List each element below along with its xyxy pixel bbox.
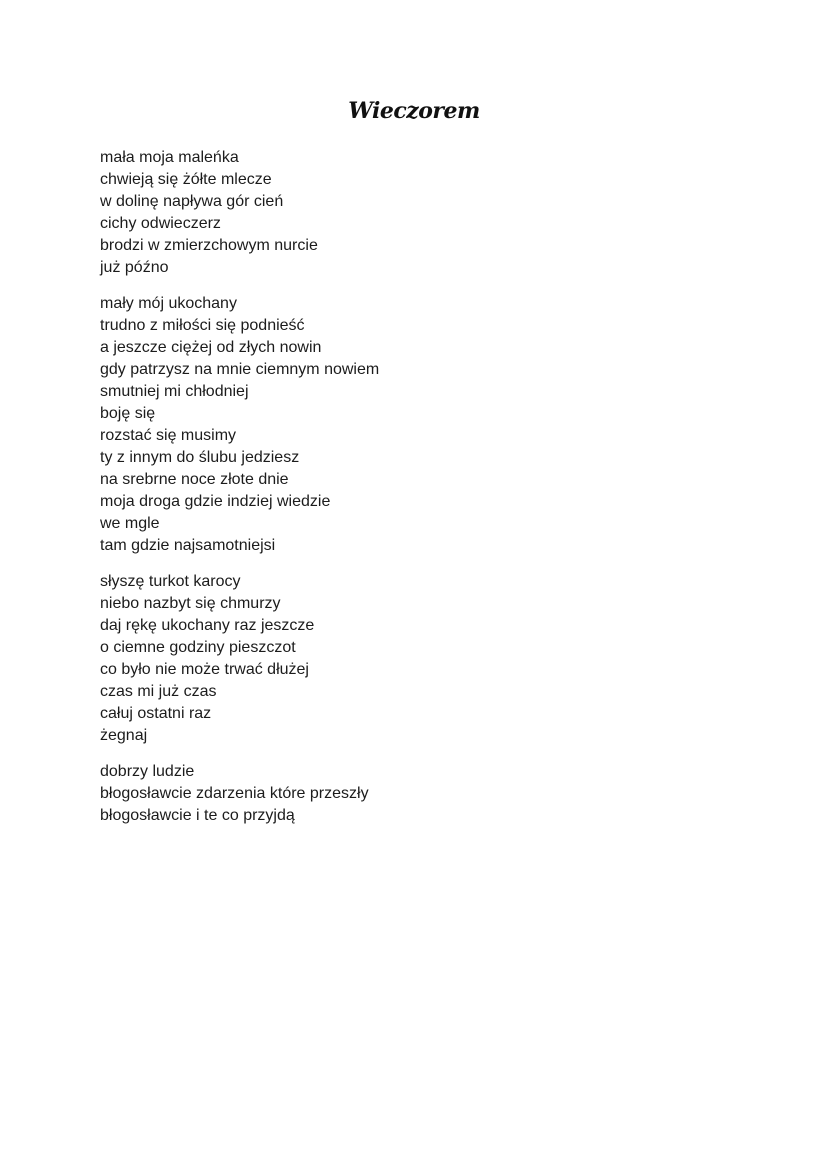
poem-line: gdy patrzysz na mnie ciemnym nowiem (100, 361, 380, 378)
poem-line: a jeszcze ciężej od złych nowin (100, 339, 322, 356)
poem-title: Wieczorem (348, 98, 480, 124)
poem-line: tam gdzie najsamotniejsi (100, 537, 276, 554)
poem-line: żegnaj (100, 727, 148, 744)
poem-line: chwieją się żółte mlecze (100, 171, 272, 188)
poem-line: boję się (100, 405, 156, 422)
poem-line: czas mi już czas (100, 683, 217, 700)
poem-line: całuj ostatni raz (100, 705, 212, 722)
poem-line: daj rękę ukochany raz jeszcze (100, 617, 315, 634)
poem-line: moja droga gdzie indziej wiedzie (100, 493, 331, 510)
poem-line: trudno z miłości się podnieść (100, 317, 305, 334)
poem-line: w dolinę napływa gór cień (100, 193, 284, 210)
poem-line: brodzi w zmierzchowym nurcie (100, 237, 318, 254)
poem-line: o ciemne godziny pieszczot (100, 639, 296, 656)
poem-line: słyszę turkot karocy (100, 573, 241, 590)
stanza-2 (100, 293, 740, 557)
poem-line: błogosławcie i te co przyjdą (100, 807, 295, 824)
poem-line: błogosławcie zdarzenia które przeszły (100, 785, 369, 802)
poem-line: cichy odwieczerz (100, 215, 221, 232)
poem-line: niebo nazbyt się chmurzy (100, 595, 281, 612)
poem-line: ty z innym do ślubu jedziesz (100, 449, 300, 466)
poem-line: we mgle (100, 515, 160, 532)
stanza-4 (100, 761, 740, 827)
stanza-1 (100, 147, 740, 279)
poem-line: już późno (100, 259, 169, 276)
poem-line: dobrzy ludzie (100, 763, 195, 780)
poem-line: mały mój ukochany (100, 295, 237, 312)
poem-line: co było nie może trwać dłużej (100, 661, 309, 678)
poem-body (100, 147, 740, 841)
poem-line: na srebrne noce złote dnie (100, 471, 289, 488)
stanza-3 (100, 571, 740, 747)
poem-line: mała moja maleńka (100, 149, 239, 166)
poem-line: rozstać się musimy (100, 427, 237, 444)
poem-line: smutniej mi chłodniej (100, 383, 249, 400)
